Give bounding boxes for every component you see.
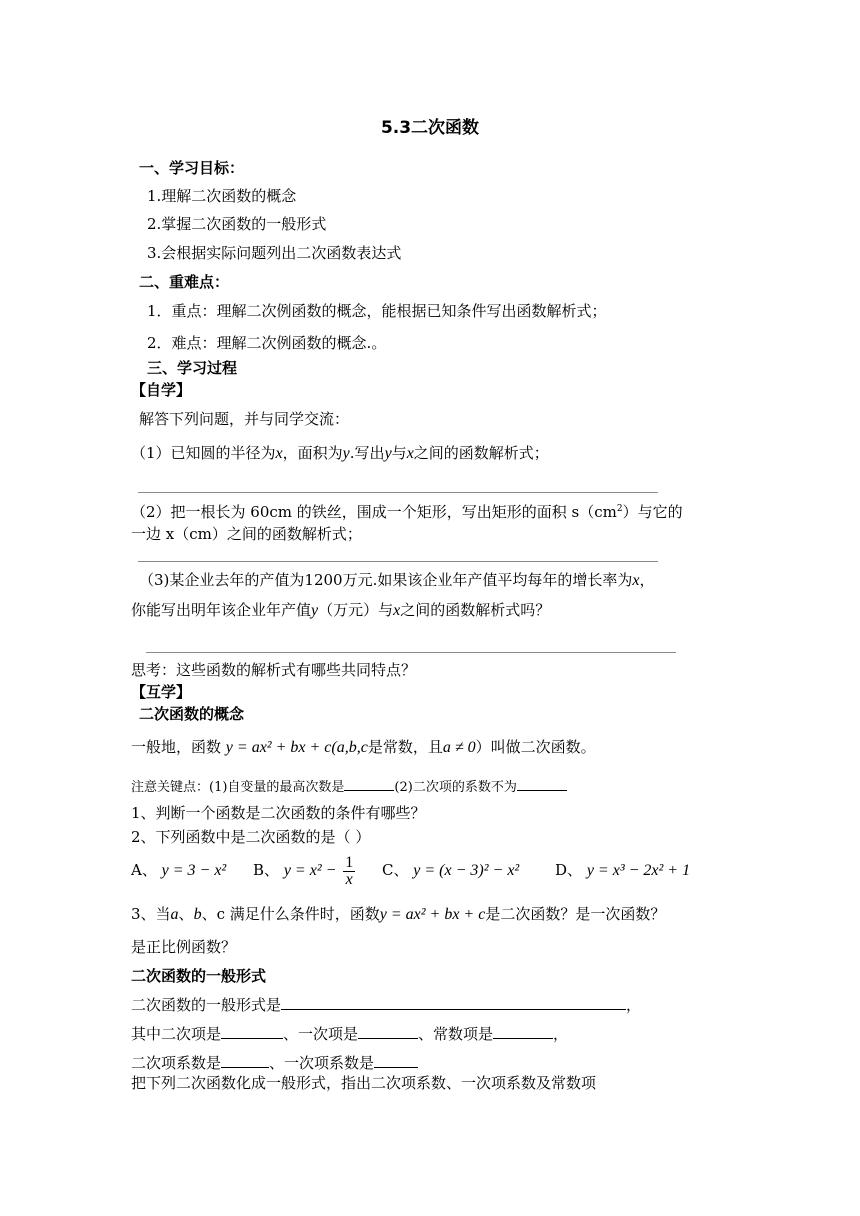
key-notes: 注意关键点：(1)自变量的最高次数是 (2)二次项的系数不为 <box>131 776 567 798</box>
question-judge: 1、判断一个函数是二次函数的条件有哪些？ <box>131 804 426 822</box>
answer-line[interactable] <box>146 652 676 653</box>
keypoint-item: 2．难点：理解二次例函数的概念.。 <box>147 334 387 352</box>
general-form-heading: 二次函数的一般形式 <box>131 967 267 985</box>
choice-c[interactable]: C、 y = (x − 3)² − x² <box>382 861 520 879</box>
self-study-heading: 【自学】 <box>131 381 192 399</box>
goal-item: 1.理解二次函数的概念 <box>147 187 297 205</box>
blank-quadratic-term[interactable] <box>221 1024 283 1039</box>
question-2-cont: 一边 x（cm）之间的函数解析式； <box>131 525 362 543</box>
goal-item: 3.会根据实际问题列出二次函数表达式 <box>147 244 402 262</box>
terms-line: 其中二次项是 、一次项是 、常数项是 ， <box>131 1025 569 1043</box>
blank-quadratic-coefficient[interactable] <box>221 1053 269 1068</box>
definition-line: 一般地，函数 y = ax² + bx + c(a,b,c是常数，且a ≠ 0）叫做二次函数。 <box>131 738 596 756</box>
question-1: （1）已知圆的半径为x，面积为y.写出y与x之间的函数解析式； <box>131 444 549 462</box>
general-form-line: 二次函数的一般形式是 ， <box>131 996 642 1014</box>
think-prompt: 思考：这些函数的解析式有哪些共同特点？ <box>131 661 417 679</box>
page-title: 5.3二次函数 <box>380 118 480 138</box>
blank-linear-coefficient[interactable] <box>374 1053 418 1068</box>
choice-b[interactable]: B、 y = x² − $\frac{1}{x}$ <box>253 853 354 888</box>
question-2: （2）把一根长为 60cm 的铁丝，围成一个矩形，写出矩形的面积 $s(cm^2)$与它的 <box>131 503 683 521</box>
question-choose: 2、下列函数中是二次函数的是（ ） <box>131 828 371 846</box>
question-3-cont: 你能写出明年该企业年产值y（万元）与x之间的函数解析式吗？ <box>131 601 551 619</box>
section-heading-goals: 一、学习目标： <box>139 159 245 177</box>
question-3: （3)某企业去年的产值为1200万元.如果该企业年产值平均每年的增长率为x， <box>139 571 655 589</box>
blank-linear-term[interactable] <box>358 1024 418 1039</box>
answer-line[interactable] <box>138 561 658 562</box>
blank-constant-term[interactable] <box>493 1024 553 1039</box>
choice-d[interactable]: D、 y = x³ − 2x² + 1 <box>555 861 691 879</box>
choice-a[interactable]: A、 y = 3 − x² <box>131 861 227 879</box>
exercise-instruction: 把下列二次函数化成一般形式，指出二次项系数、一次项系数及常数项 <box>131 1074 597 1092</box>
blank-general-form[interactable] <box>281 995 626 1010</box>
fraction: $\frac{1}{x}$ <box>345 853 354 888</box>
answer-line[interactable] <box>138 492 658 493</box>
blank-quadratic-coefficient[interactable] <box>517 776 567 791</box>
section-heading-process: 三、学习过程 <box>147 359 238 377</box>
section-heading-keypoints: 二、重难点： <box>139 273 230 291</box>
keypoint-item: 1．重点：理解二次例函数的概念，能根据已知条件写出函数解析式； <box>147 302 607 320</box>
coefficients-line: 二次项系数是 、一次项系数是 <box>131 1053 418 1073</box>
question-conditions: 3、当a、b、c 满足什么条件时，函数y = ax² + bx + c是二次函数？是一次函数？ <box>131 905 666 923</box>
blank-highest-degree[interactable] <box>344 776 394 791</box>
goal-item: 2.掌握二次函数的一般形式 <box>147 215 327 233</box>
self-study-intro: 解答下列问题，并与同学交流： <box>139 410 350 428</box>
mutual-study-heading: 【互学】 <box>131 683 192 701</box>
concept-heading: 二次函数的概念 <box>139 705 245 723</box>
question-conditions-cont: 是正比例函数？ <box>131 938 237 956</box>
